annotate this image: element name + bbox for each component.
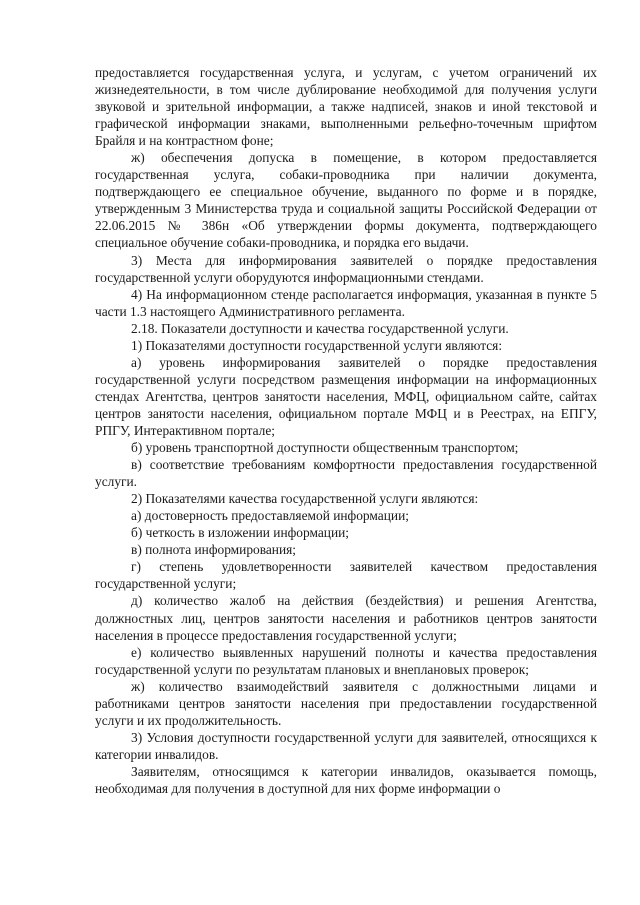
paragraph-8: б) уровень транспортной доступности общественным транспортом; [131, 440, 519, 456]
document-page [95, 64, 597, 797]
paragraph-6: 1) Показателями доступности государственной услуги являются: [131, 337, 503, 353]
paragraph-13: в) полнота информирования; [131, 542, 297, 558]
paragraph-9: в) соответствие требованиям комфортности предоставления государственной услуги. [95, 457, 597, 490]
paragraph-5: 2.18. Показатели доступности и качества государственной услуги. [131, 320, 509, 336]
paragraph-1: предоставляется государственная услуга, и услугам, с учетом ограничений их жизнедеятельности, в том числе дублирование необходимой для получения услуги звуковой и зрительной информации, а также надписей, знаков и иной текстовой и графической информации знаками, выполненными рельефно-точечным шрифтом Брайля и на контрастном фоне; [95, 65, 597, 149]
paragraph-7: а) уровень информирования заявителей о порядке предоставления государственной услуги посредством размещения информации на информационных стендах Агентства, центров занятости населения, МФЦ, официальном сайте, сайтах центров занятости населения, официальном портале МФЦ и в Реестрах, на ЕПГУ, РПГУ, Интерактивном портале; [95, 354, 597, 438]
paragraph-12: б) четкость в изложении информации; [131, 525, 350, 541]
paragraph-15: д) количество жалоб на действия (бездействия) и решения Агентства, должностных лиц, центров занятости населения и работников центров занятости населения в процессе предоставления государственной услуги; [95, 593, 597, 643]
paragraph-17: ж) количество взаимодействий заявителя с должностными лицами и работниками центров занятости населения при предоставлении государственной услуги и их продолжительность. [95, 678, 597, 728]
paragraph-10: 2) Показателями качества государственной услуги являются: [131, 491, 479, 507]
paragraph-14: г) степень удовлетворенности заявителей качеством предоставления государственной услуги; [95, 559, 597, 592]
paragraph-16: е) количество выявленных нарушений полноты и качества предоставления государственной услуги по результатам плановых и внеплановых проверок; [95, 644, 597, 677]
paragraph-18: 3) Условия доступности государственной услуги для заявителей, относящихся к категории инвалидов. [95, 729, 597, 762]
paragraph-4: 4) На информационном стенде располагается информация, указанная в пункте 5 части 1.3 настоящего Административного регламента. [95, 286, 597, 319]
paragraph-2: ж) обеспечения допуска в помещение, в котором предоставляется государственная услуга, собаки-проводника при наличии документа, подтверждающего ее специальное обучение, выданного по форме и в порядке, утвержденным 3 Министерства труда и социальной защиты Российской Федерации от 22.06.2015 № 386н «Об утверждении формы документа, подтверждающего специальное обучение собаки-проводника, и порядка его выдачи. [95, 150, 597, 251]
paragraph-19: Заявителям, относящимся к категории инвалидов, оказывается помощь, необходимая для получения в доступной для них форме информации о [95, 763, 597, 796]
paragraph-11: а) достоверность предоставляемой информации; [131, 508, 409, 524]
paragraph-3: 3) Места для информирования заявителей о порядке предоставления государственной услуги оборудуются информационными стендами. [95, 252, 597, 285]
